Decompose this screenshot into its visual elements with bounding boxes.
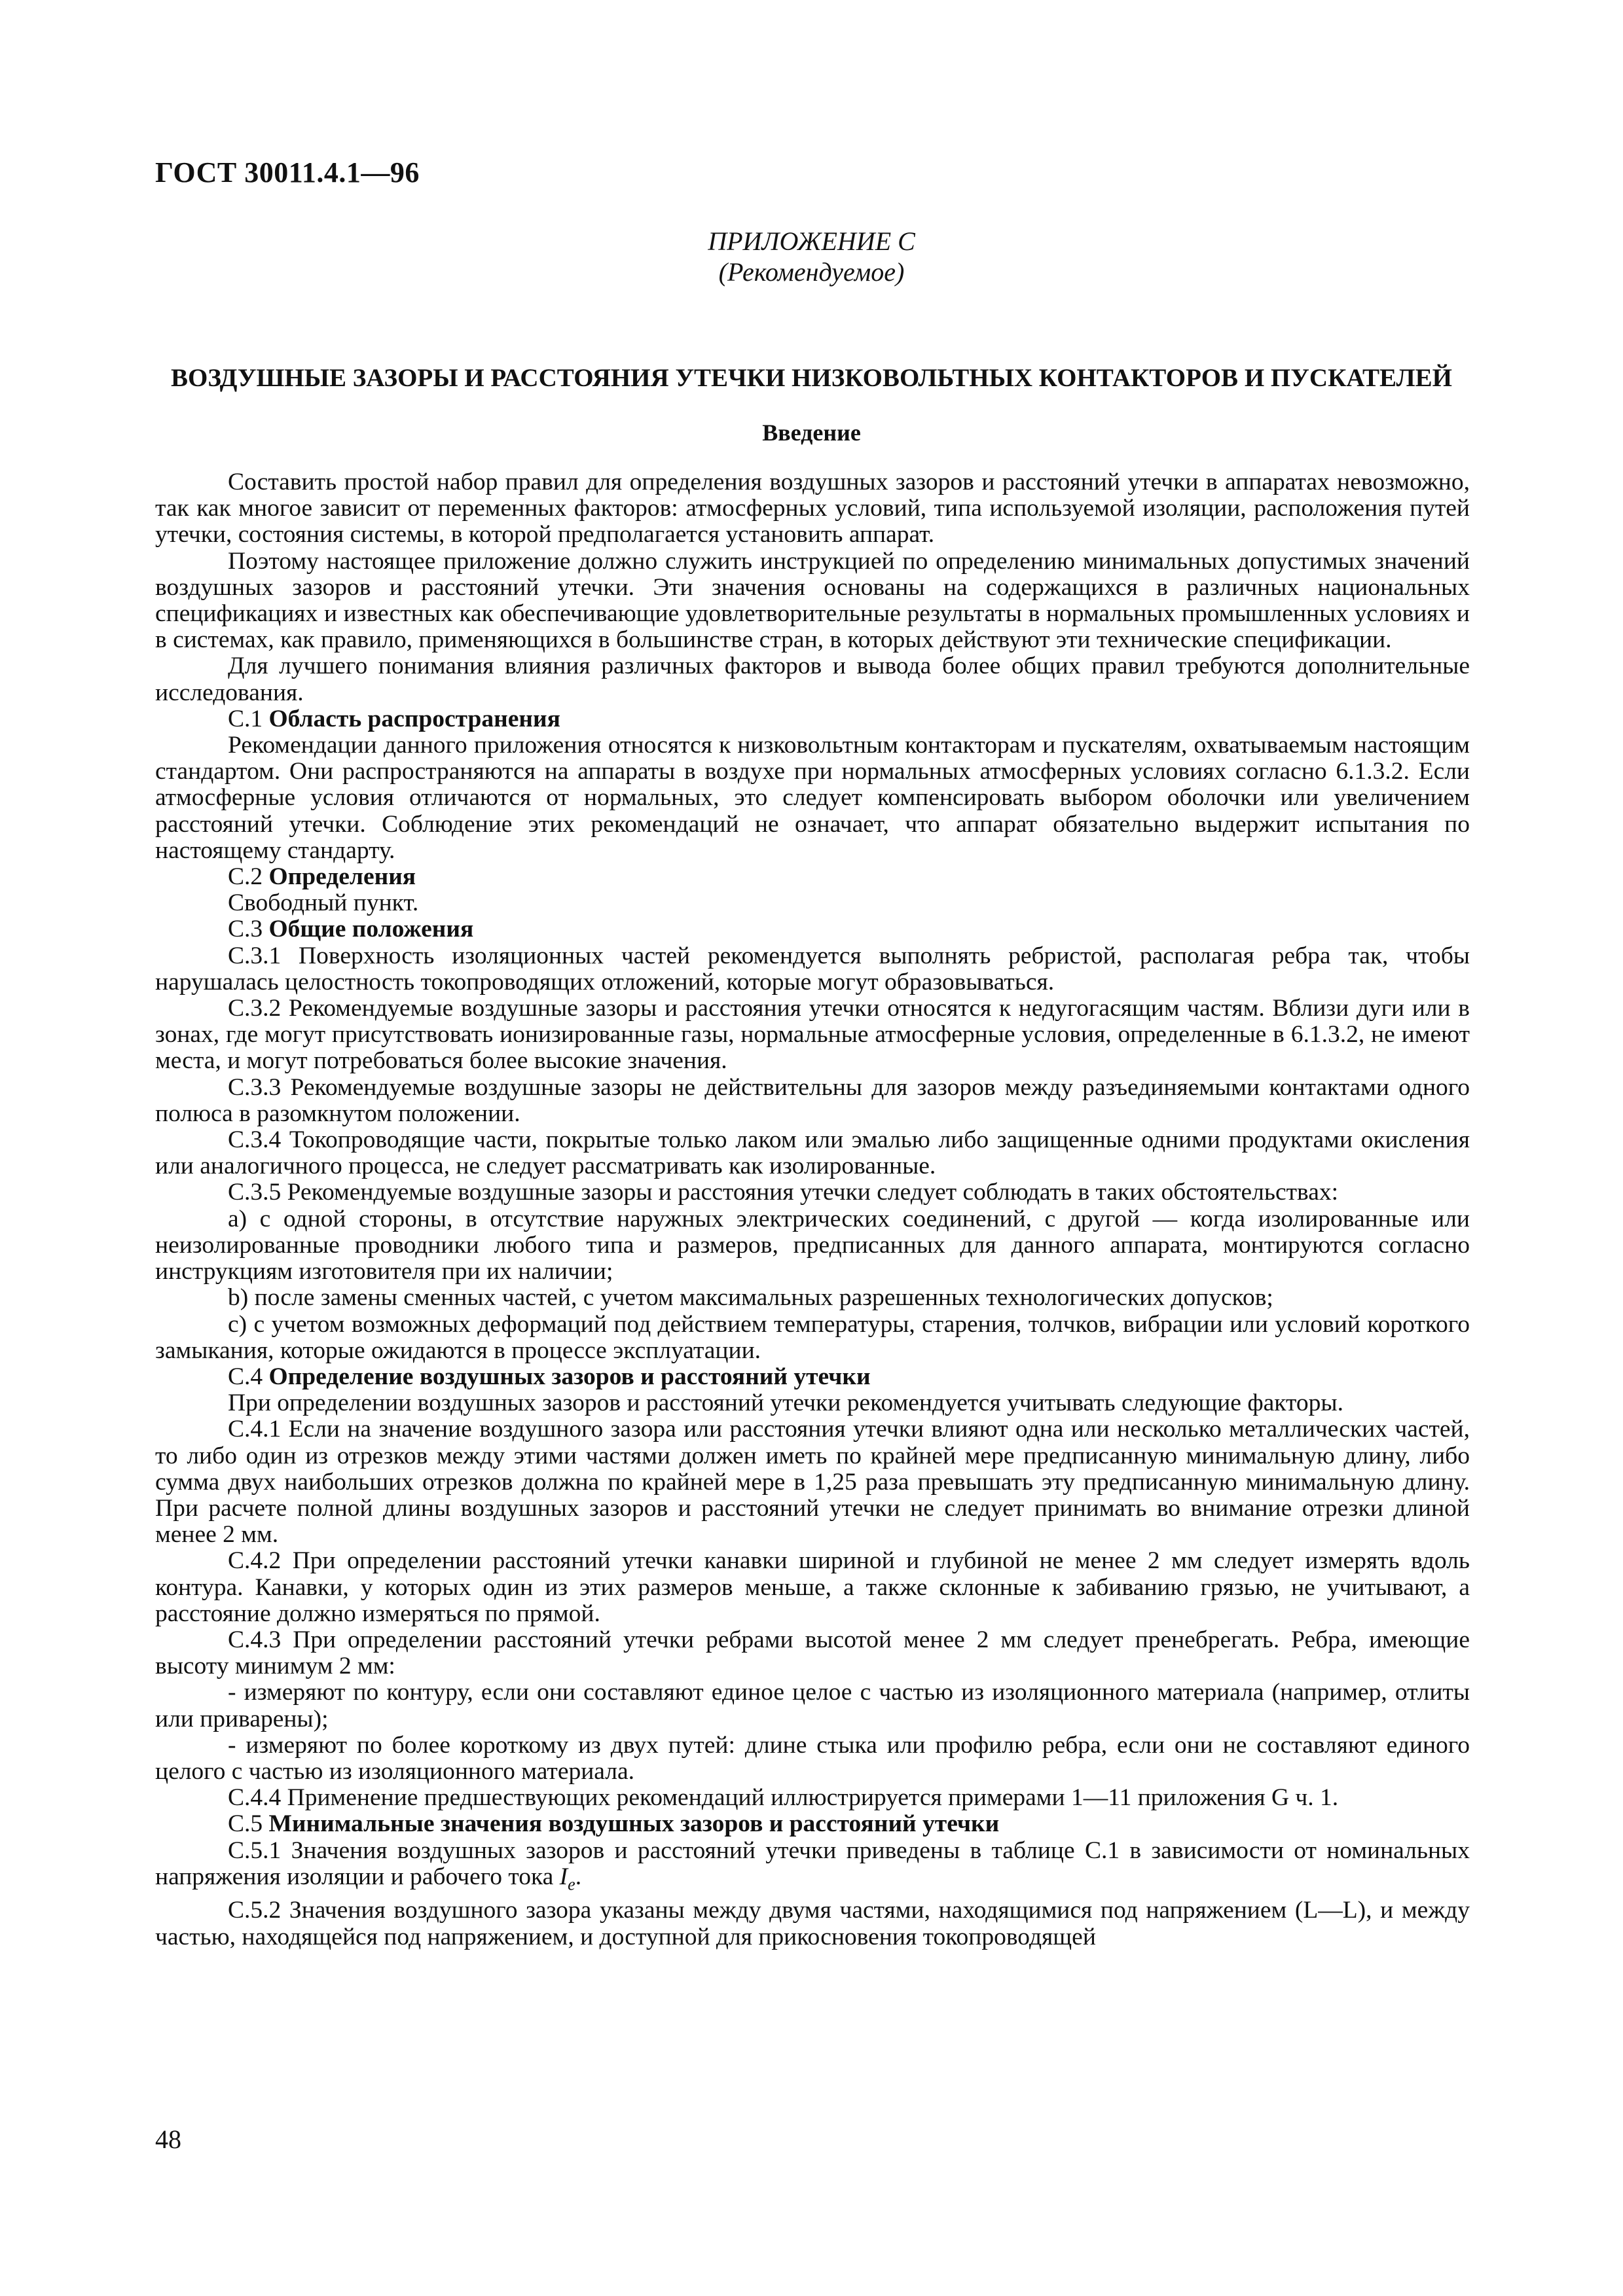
section-c1-number: С.1 xyxy=(228,705,263,732)
page-number: 48 xyxy=(155,2125,181,2154)
document-body xyxy=(155,469,1470,1950)
section-c4-number: С.4 xyxy=(228,1363,263,1390)
clause-c4-3-b: - измеряют по более короткому из двух путей: длине стыка или профилю ребра, если они не составляют единого целого с частью из изоляционного материала. xyxy=(155,1731,1470,1785)
clause-c4-3: С.4.3 При определении расстояний утечки ребрами высотой менее 2 мм следует пренебрегать. Ребра, имеющие высоту минимум 2 мм: xyxy=(155,1626,1470,1680)
section-c1-text: Рекомендации данного приложения относятся к низковольтным контакторам и пускателям, охватываемым настоящим стандартом. Они распространяются на аппараты в воздухе при нормальных атмосферных условиях согласно 6.1.3.2. Если атмосферные условия отличаются от нормальных, это следует компенсировать выбором оболочки или увеличением расстояний утечки. Соблюдение этих рекомендаций не означает, что аппарат обязательно выдержит испытания по настоящему стандарту. xyxy=(155,732,1470,864)
section-c5-title: Минимальные значения воздушных зазоров и расстояний утечки xyxy=(268,1810,1000,1838)
annex-title: ПРИЛОЖЕНИЕ С xyxy=(708,226,915,256)
clause-c4-4: С.4.4 Применение предшествующих рекомендаций иллюстрируется примерами 1—11 приложения G ч. 1. xyxy=(228,1784,1339,1812)
clause-c3-3: С.3.3 Рекомендуемые воздушные зазоры не действительны для зазоров между разъединяемыми контактами одного полюса в разомкнутом положении. xyxy=(155,1073,1470,1127)
standard-header: ГОСТ 30011.4.1—96 xyxy=(155,156,420,188)
clause-c4-2: С.4.2 При определении расстояний утечки канавки шириной и глубиной не менее 2 мм следует измерять вдоль контура. Канавки, у которых один из этих размеров меньше, а также склонные к забиванию грязью, не учитывают, а расстояние должно измеряться по прямой. xyxy=(155,1547,1470,1627)
clause-c3-5-b: b) после замены сменных частей, с учетом максимальных разрешенных технологических допусков; xyxy=(228,1284,1273,1312)
section-c1-title: Область распространения xyxy=(268,705,560,732)
section-c5-heading xyxy=(155,1811,1470,1837)
intro-heading: Введение xyxy=(762,420,861,446)
clause-c5-2: С.5.2 Значения воздушного зазора указаны между двумя частями, находящимися под напряжением (L—L), и между частью, находящейся под напряжением, и доступной для прикосновения токопроводящей xyxy=(155,1897,1470,1950)
section-c4-title: Определение воздушных зазоров и расстояний утечки xyxy=(268,1363,871,1390)
clause-c4-1: С.4.1 Если на значение воздушного зазора или расстояния утечки влияют одна или несколько металлических частей, то либо один из отрезков между этими частями должен иметь по крайней мере предписанную минимальную длину, либо сумма двух наибольших отрезков должна по крайней мере в 1,25 раза превышать эту предписанную минимальную длину. При расчете полной длины воздушных зазоров и расстояний утечки не следует принимать во внимание отрезки длиной менее 2 мм. xyxy=(155,1416,1470,1549)
clause-c3-5-c: с) с учетом возможных деформаций под действием температуры, старения, толчков, вибрации или условий короткого замыкания, которые ожидаются в процессе эксплуатации. xyxy=(155,1310,1470,1364)
section-c2-title: Определения xyxy=(268,863,416,891)
clause-c3-2: С.3.2 Рекомендуемые воздушные зазоры и расстояния утечки относятся к недугогасящим частям. Вблизи дуги или в зонах, где могут присутствовать ионизированные газы, нормальные атмосферные условия, определенные в 6.1.3.2, не имеют места, и могут потребоваться более высокие значения. xyxy=(155,995,1470,1075)
section-c2-text: Свободный пункт. xyxy=(228,889,419,917)
section-c3-heading xyxy=(155,916,1470,942)
section-c2-heading xyxy=(155,864,1470,890)
clause-c3-4: С.3.4 Токопроводящие части, покрытые только лаком или эмалью либо защищенные одними продуктами окисления или аналогичного процесса, не следует рассматривать как изолированные. xyxy=(155,1126,1470,1180)
intro-paragraph-3: Для лучшего понимания влияния различных факторов и вывода более общих правил требуются дополнительные исследования. xyxy=(155,653,1470,706)
section-c3-number: С.3 xyxy=(228,916,263,943)
intro-paragraph-2: Поэтому настоящее приложение должно служить инструкцией по определению минимальных допустимых значений воздушных зазоров и расстояний утечки. Эти значения основаны на содержащихся в различных национальных спецификациях и известных как обеспечивающие удовлетворительные результаты в нормальных промышленных условиях и в системах, как правило, применяющихся в большинстве стран, в которых действуют эти технические спецификации. xyxy=(155,547,1470,654)
clause-c3-5-a: а) с одной стороны, в отсутствие наружных электрических соединений, с другой — когда изолированные или неизолированные проводники любого типа и размеров, предписанных для данного аппарата, монтируются согласно инструкциям изготовителя при их наличии; xyxy=(155,1205,1470,1285)
section-c5-number: С.5 xyxy=(228,1810,263,1838)
clause-c3-1: С.3.1 Поверхность изоляционных частей рекомендуется выполнять ребристой, располагая ребра так, чтобы нарушалась целостность токопроводящих отложений, которые могут образовываться. xyxy=(155,942,1470,996)
section-c1-heading xyxy=(155,706,1470,732)
clause-c5-1-text: С.5.1 Значения воздушных зазоров и расстояний утечки приведены в таблице С.1 в зависимости от номинальных напряжения изоляции и рабочего тока xyxy=(155,1837,1470,1890)
current-subscript: e xyxy=(568,1874,575,1894)
annex-type: (Рекомендуемое) xyxy=(718,257,905,287)
clause-c5-1-end: . xyxy=(575,1863,582,1890)
section-c2-number: С.2 xyxy=(228,863,263,891)
section-c4-heading xyxy=(155,1364,1470,1390)
intro-paragraph-1: Составить простой набор правил для определения воздушных зазоров и расстояний утечки в аппаратах невозможно, так как многое зависит от переменных факторов: атмосферных условий, типа используемой изоляции, расположения путей утечки, состояния системы, в которой предполагается установить аппарат. xyxy=(155,469,1470,548)
current-symbol: I xyxy=(559,1863,568,1890)
section-c3-title: Общие положения xyxy=(268,916,474,943)
section-c4-intro: При определении воздушных зазоров и расстояний утечки рекомендуется учитывать следующие факторы. xyxy=(228,1390,1343,1417)
clause-c5-1 xyxy=(155,1838,1470,1898)
clause-c3-5: С.3.5 Рекомендуемые воздушные зазоры и расстояния утечки следует соблюдать в таких обстоятельствах: xyxy=(228,1179,1339,1206)
clause-c4-3-a: - измеряют по контуру, если они составляют единое целое с частью из изоляционного материала (например, отлиты или приварены); xyxy=(155,1679,1470,1732)
document-title: ВОЗДУШНЫЕ ЗАЗОРЫ И РАССТОЯНИЯ УТЕЧКИ НИЗКОВОЛЬТНЫХ КОНТАКТОРОВ И ПУСКАТЕЛЕЙ xyxy=(171,364,1452,392)
